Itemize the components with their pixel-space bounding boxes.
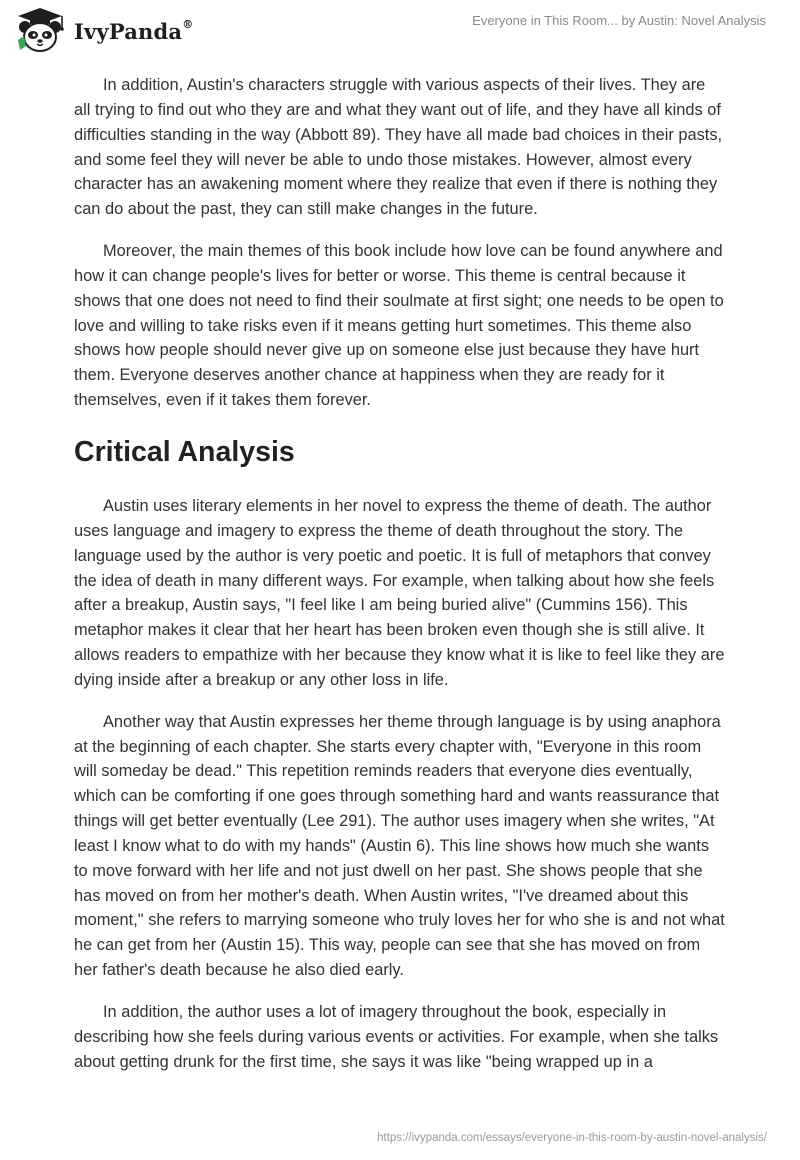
brand-name: IvyPanda® <box>74 17 194 44</box>
panda-graduate-icon <box>12 6 68 54</box>
source-url[interactable]: https://ivypanda.com/essays/everyone-in-this-room-by-austin-novel-analysis/ <box>377 1132 767 1144</box>
page-header <box>0 0 800 70</box>
paragraph: Another way that Austin expresses her theme through language is by using anaphora at the beginning of each chapter. She starts every chapter with, "Everyone in this room will someday be dead." This repetition reminds readers that everyone dies eventually, which can be comforting if one goes through something hard and wants reassurance that things will get better eventually (Lee 291). The author uses imagery when she writes, "At least I know what to do with my hands" (Austin 6). This line shows how much she wants to move forward with her life and not just dwell on her past. She shows people that she has moved on from her mother's death. When Austin writes, "I've dreamed about this moment," she refers to marrying someone who truly loves her for who she is and not what he can get from her (Austin 15). This way, people can see that she has moved on from her father's death because he also died early. <box>74 712 725 980</box>
paragraph: Moreover, the main themes of this book include how love can be found anywhere and how it can change people's lives for better or worse. This theme is central because it shows that one does not need to find their soulmate at first sight; one needs to be open to love and willing to take risks even if it means getting hurt sometimes. This theme also shows how people should never give up on someone else just because they have hurt them. Everyone deserves another chance at happiness when they are ready for it themselves, even if it takes them forever. <box>74 242 724 410</box>
document-title: Everyone in This Room... by Austin: Novel Analysis <box>472 13 766 28</box>
paragraph: Austin uses literary elements in her novel to express the theme of death. The author uses language and imagery to express the theme of death throughout the story. The language used by the author is very poetic and poetic. It is full of metaphors that convey the idea of death in many different ways. For example, when talking about how she feels after a breakup, Austin says, "I feel like I am being buried alive" (Cummins 156). This metaphor makes it clear that her heart has been broken even though she is still alive. It allows readers to empathize with her because they know what it is like to feel like they are dying inside after a breakup or any other loss in life. <box>74 496 725 689</box>
brand-logo[interactable] <box>12 6 193 54</box>
paragraph: In addition, Austin's characters struggle with various aspects of their lives. They are all trying to find out who they are and what they want out of life, and they have all kinds of difficulties standing in the way (Abbott 89). They have all made bad choices in their pasts, and some feel they will never be able to undo those mistakes. However, almost every character has an awakening moment where they realize that even if there is nothing they can do about the past, they can still make changes in the future. <box>74 76 723 219</box>
paragraph: In addition, the author uses a lot of imagery throughout the book, especially in describing how she feels during various events or activities. For example, when she talks about getting drunk for the first time, she says it was like "being wrapped up in a <box>74 1003 719 1071</box>
essay-body <box>74 70 726 1092</box>
section-heading: Critical Analysis <box>74 435 295 468</box>
